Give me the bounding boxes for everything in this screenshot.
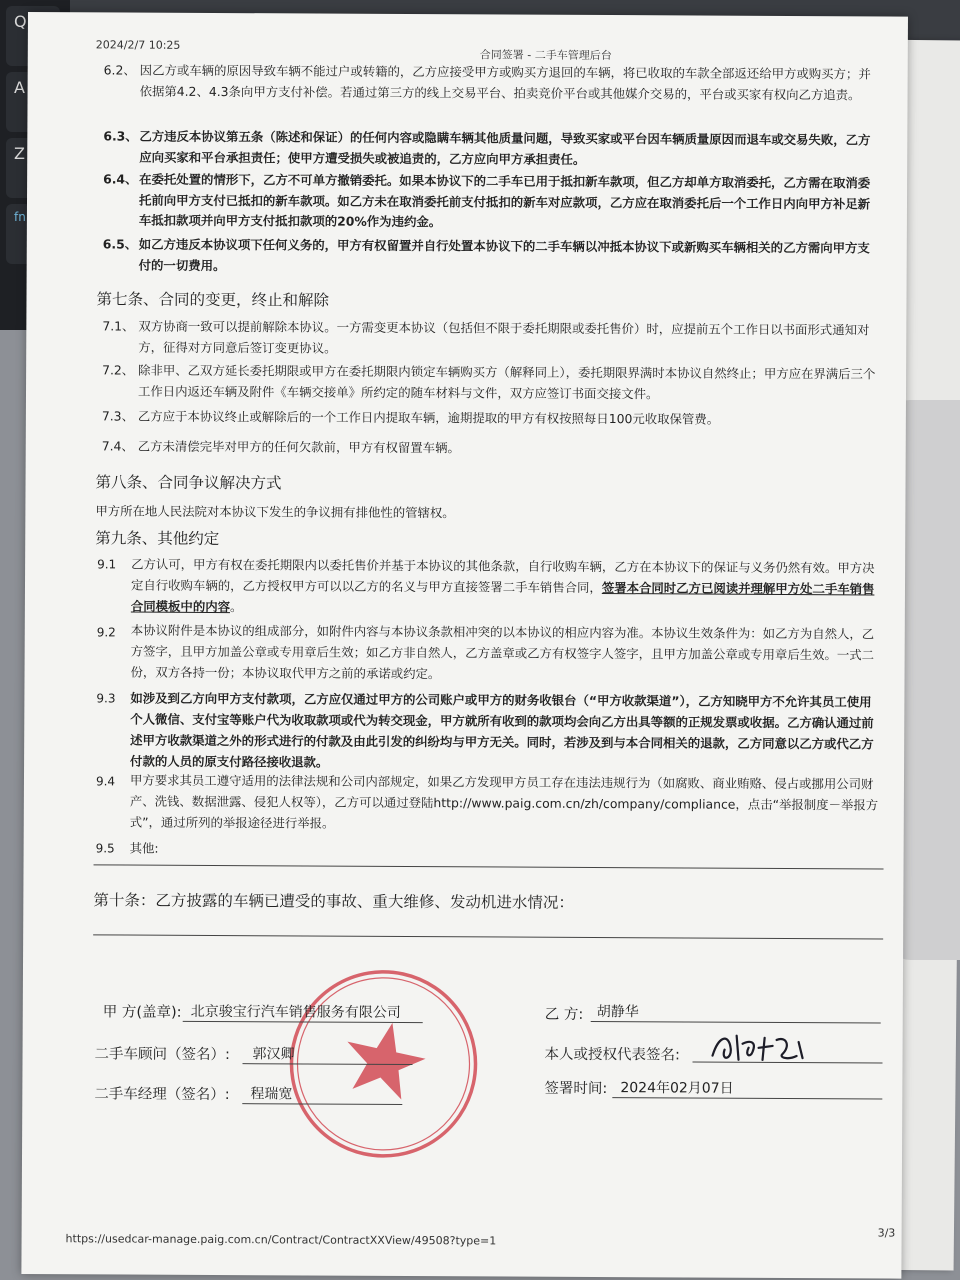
clause-number: 7.3、 <box>101 408 135 424</box>
underlined-statement: 签署本合同时乙方已阅读并理解甲方处二手车销售合同模板中的内容 <box>130 580 875 615</box>
clause-number: 7.4、 <box>101 438 134 454</box>
clause-6-4 <box>103 169 877 235</box>
key-q: Q <box>6 6 60 66</box>
clause-number: 6.2、 <box>103 62 136 78</box>
signature-graphic <box>706 1026 816 1071</box>
party-b-value: 胡静华 <box>596 1003 639 1021</box>
clause-7-4 <box>101 436 876 461</box>
section-9-heading: 第九条、其他约定 <box>95 529 220 549</box>
clause-text: 乙方应于本协议终止或解除后的一个工作日内提取车辆，逾期提取的甲方有权按照每日100元收取保管费。 <box>137 408 720 427</box>
manager-value: 程瑞宽 <box>250 1086 293 1103</box>
clause-text: 乙方未清偿完毕对甲方的任何欠款前，甲方有权留置车辆。 <box>137 438 460 456</box>
clause-9-4-number: 9.4 <box>95 774 116 789</box>
clause-number: 6.3、 <box>103 128 138 144</box>
clause-6-3 <box>103 126 877 171</box>
clause-text: 双方协商一致可以提前解除本协议。一方需变更本协议（包括但不限于委托期限或委托售价）时，应提前五个工作日以书面形式通知对方，征得对方同意后签订变更协议。 <box>138 318 870 356</box>
clause-7-2 <box>102 360 876 405</box>
clause-7-3 <box>101 406 876 431</box>
handwritten-signature <box>706 1026 816 1075</box>
manager-label: 二手车经理（签名）: <box>94 1086 230 1104</box>
clause-text: 乙方违反本协议第五条（陈述和保证）的任何内容或隐瞒车辆其他质量问题，导致买家或平台因车辆质量原因而退车或交易失败，乙方应向买家和平台承担责任；使甲方遭受损失或被追责的，乙方应向甲方承担责任。 <box>139 128 871 167</box>
party-a-label: 甲 方(盖章): <box>102 1004 182 1021</box>
clause-text: 乙方认可，甲方有权在委托期限内以委托售价并基于本协议的其他条款，自行收购车辆，乙方在本协议下的保证与义务仍然有效。甲方决定自行收购车辆的，乙方授权甲方可以以乙方的名义与甲方直接签署二手车销售合同， <box>130 556 875 596</box>
clause-9-5-blank-line <box>94 864 884 869</box>
print-datetime: 2024/2/7 10:25 <box>95 38 181 52</box>
representative-label: 本人或授权代表签名: <box>544 1046 680 1064</box>
clause-number: 6.4、 <box>103 171 138 187</box>
clause-9-1 <box>131 554 883 621</box>
section-8-text: 甲方所在地人民法院对本协议下发生的争议拥有排他性的管辖权。 <box>95 503 455 521</box>
clause-9-3: 如涉及到乙方向甲方支付款项，乙方应仅通过甲方的公司账户或甲方的财务收银台（“甲方收款渠道”），乙方知晓甲方不允许其员工使用个人微信、支付宝等账户代为收取款项或代为转交现金，甲方就所有收到的款项均会向乙方出具等额的正规发票或收据。乙方确认通过前述甲方收款渠道之外的形式进行的付款及由此引发的纠纷均与甲方无关。同时，若涉及到与本合同相关的退款，乙方同意以乙方或代乙方付款的人员的原支付路径接收退款。 <box>130 690 874 770</box>
clause-9-5: 其他: <box>129 840 159 856</box>
sign-date-value: 2024年02月07日 <box>620 1080 734 1097</box>
clause-9-3-number: 9.3 <box>96 691 116 706</box>
print-page-title: 合同签署 - 二手车管理后台 <box>479 48 612 63</box>
clause-text: 除非甲、乙双方延长委托期限或甲方在委托期限内锁定车辆购买方（解释同上），委托期限界满时本协议自然终止；甲方应在界满后三个工作日内返还车辆及附件《车辆交接单》所约定的随车材料与文件，双方应签订书面交接文件。 <box>137 362 876 401</box>
section-7-heading: 第七条、合同的变更，终止和解除 <box>96 290 330 310</box>
section-10-blank-line <box>93 934 883 939</box>
consultant-label: 二手车顾问（签名）: <box>94 1046 230 1064</box>
clause-9-1-number: 9.1 <box>97 557 117 572</box>
clause-9-2: 本协议附件是本协议的组成部分，如附件内容与本协议条款相冲突的以本协议的相应内容为准。本协议生效条件为：如乙方为自然人，乙方签字，且甲方加盖公章或专用章后生效；如乙方非自然人，乙方盖章或乙方有权签字人签字，且甲方加盖公章或专用章后生效。一式二份，双方各持一份；本协议取代甲方之前的承诺或约定。 <box>130 622 875 682</box>
key-z: Z <box>6 138 60 198</box>
section-10-heading: 第十条：乙方披露的车辆已遭受的事故、重大维修、发动机进水情况： <box>93 891 574 912</box>
clause-text: 在委托处置的情形下，乙方不可单方撤销委托。如果本协议下的二手车已用于抵扣新车款项，但乙方却单方取消委托，乙方需在取消委托前向甲方支付已抵扣的新车款项。如乙方未在取消委托前支付抵扣的新车对应款项，乙方应在取消委托后一个工作日内向甲方补足新车抵扣款项并向甲方支付抵扣款项的20%作为违约金。 <box>138 171 871 230</box>
key-fn: fn <box>6 204 60 264</box>
clause-6-5 <box>102 234 877 279</box>
party-a-value: 北京骏宝行汽车销售服务有限公司 <box>190 1003 401 1021</box>
clause-number: 7.1、 <box>102 318 135 334</box>
key-a: A <box>6 72 60 132</box>
clause-6-2 <box>103 60 878 105</box>
sign-date-label: 签署时间: <box>544 1080 608 1098</box>
clause-text: 如乙方违反本协议项下任何义务的，甲方有权留置并自行处置本协议下的二手车辆以冲抵本协议下或新购买车辆相关的乙方需向甲方支付的一切费用。 <box>138 236 870 273</box>
clause-text: 因乙方或车辆的原因导致车辆不能过户或转籍的，乙方应接受甲方或购买方退回的车辆，将已收取的车款全部返还给甲方或购买方；并依据第4.2、4.3条向甲方支付补偿。若通过第三方的线上交易平台、拍卖竞价平台或其他媒介交易的，平台或买家有权向乙方追责。 <box>139 62 871 102</box>
clause-end: 。 <box>229 599 243 615</box>
clause-9-4: 甲方要求其员工遵守适用的法律法规和公司内部规定，如果乙方发现甲方员工存在违法违规行为（如腐败、商业贿赂、侵占或挪用公司财产、洗钱、数据泄露、侵犯人权等），乙方可以通过登陆http://www.paig.com.cn/zh/company/compliance，点击“举报制度－举报方式”，通过所列的举报途径进行举报。 <box>129 772 879 831</box>
print-url: https://usedcar-manage.paig.com.cn/Contract/ContractXXView/49508?type=1 <box>65 1232 497 1248</box>
sign-date-line <box>612 1097 882 1099</box>
contract-page <box>21 12 908 1279</box>
clause-9-5-number: 9.5 <box>95 841 115 856</box>
clause-7-1 <box>102 316 876 361</box>
clause-number: 7.2、 <box>102 362 135 378</box>
party-b-line <box>591 1021 881 1024</box>
party-b-label: 乙 方: <box>544 1006 584 1023</box>
clause-9-2-number: 9.2 <box>96 625 116 640</box>
section-8-heading: 第八条、合同争议解决方式 <box>95 473 282 493</box>
page-number: 3/3 <box>877 1226 896 1240</box>
company-seal <box>278 963 489 1168</box>
clause-number: 6.5、 <box>102 236 138 252</box>
consultant-value: 郭汉卿 <box>252 1046 295 1063</box>
